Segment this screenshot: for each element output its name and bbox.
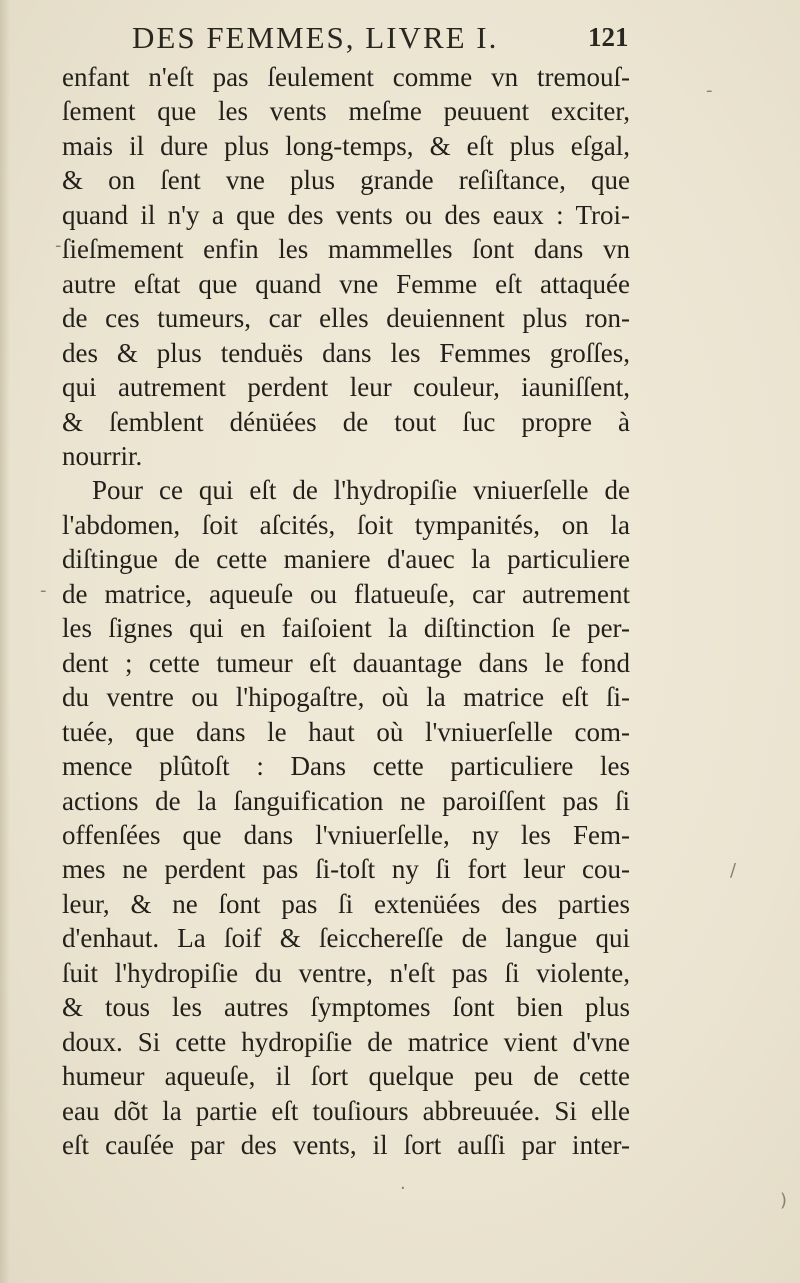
text-line: nourrir. (62, 440, 143, 471)
page-header (0, 20, 800, 64)
paper-speck: - (706, 80, 713, 101)
text-line: quand il n'y a que des vents ou des eaux : Troi- (62, 199, 630, 230)
text-line: actions de la ſanguification ne paroiſſent pas ſi (62, 785, 630, 816)
paper-speck: / (730, 860, 737, 881)
text-line: doux. Si cette hydropiſie de matrice vient d'vne (62, 1026, 630, 1057)
text-line: les ſignes qui en faiſoient la diſtinction ſe per- (62, 613, 630, 644)
text-line: leur, & ne ſont pas ſi extenüées des parties (62, 888, 630, 919)
paper-speck: - (55, 235, 62, 256)
binding-shadow (0, 0, 10, 1283)
text-line: ſuit l'hydropiſie du ventre, n'eſt pas ſi violente, (62, 957, 630, 988)
text-line: mence plûtoſt : Dans cette particuliere les (62, 751, 630, 782)
text-line: de ces tumeurs, car elles deuiennent plus ron- (62, 303, 630, 334)
text-line: offenſées que dans l'vniuerſelle, ny les Fem- (62, 819, 630, 850)
text-line: de matrice, aqueuſe ou flatueuſe, car autrement (62, 578, 630, 609)
text-line: qui autrement perdent leur couleur, iauniſſent, (62, 372, 630, 403)
running-head: DES FEMMES, LIVRE I. (132, 20, 499, 55)
text-line: ſieſmement enfin les mammelles ſont dans vn (62, 234, 630, 265)
paper-speck: · (400, 1178, 406, 1199)
text-line: diſtingue de cette maniere d'auec la particuliere (62, 544, 630, 575)
text-line: & tous les autres ſymptomes ſont bien plus (62, 992, 630, 1023)
text-line: mais il dure plus long-temps, & eſt plus eſgal, (62, 130, 630, 161)
text-line: ſement que les vents meſme peuuent exciter, (62, 96, 630, 127)
text-line: eſt cauſée par des vents, il ſort auſſi par inter- (62, 1130, 630, 1161)
text-line: du ventre ou l'hipogaſtre, où la matrice eſt ſi- (62, 682, 630, 713)
text-line: d'enhaut. La ſoif & ſeicchereſſe de langue qui (62, 923, 630, 954)
text-line: humeur aqueuſe, il ſort quelque peu de cette (62, 1061, 630, 1092)
text-line: Pour ce qui eſt de l'hydropiſie vniuerſelle de (92, 475, 630, 506)
text-line: des & plus tenduës dans les Femmes groſſes, (62, 337, 630, 368)
text-line: autre eſtat que quand vne Femme eſt attaquée (62, 268, 630, 299)
paper-speck: - (40, 580, 47, 601)
text-line: & on ſent vne plus grande reſiſtance, que (62, 165, 630, 196)
text-line: mes ne perdent pas ſi-toſt ny ſi fort leur cou- (62, 854, 630, 885)
text-line: l'abdomen, ſoit aſcités, ſoit tympanités, on la (62, 509, 630, 540)
text-line: dent ; cette tumeur eſt dauantage dans le fond (62, 647, 630, 678)
text-line: & ſemblent dénüées de tout ſuc propre à (62, 406, 630, 437)
text-line: eau dõt la partie eſt touſiours abbreuuée. Si elle (62, 1095, 630, 1126)
body-text (62, 60, 630, 1163)
paper-speck: ) (780, 1190, 788, 1211)
text-line: tuée, que dans le haut où l'vniuerſelle com- (62, 716, 630, 747)
text-line: enfant n'eſt pas ſeulement comme vn tremouſ- (62, 62, 630, 92)
page-number: 121 (588, 22, 629, 52)
